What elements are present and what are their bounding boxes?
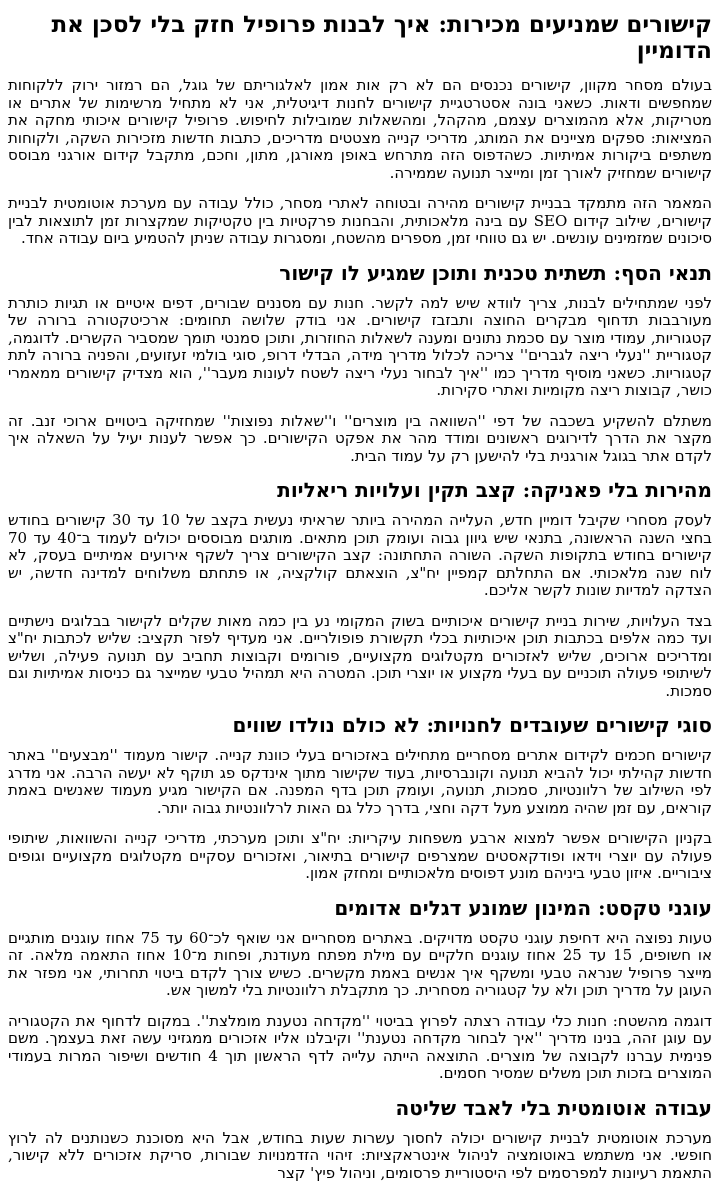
paragraph: מערכת אוטומטית לבניית קישורים יכולה לחסוך עשרות שעות בחודש, אבל היא מסוכנת כשנותנים לה לרוץ חופשי. אני משתמש באוטומציה לניהול אינטראקציות: זיהוי הזדמנויות שבורות, סריקת אזכורים ללא קישור, התאמת רעיונות למפרסמים לפי היסטוריית פרסומים, וניהול פיץ' קצר bbox=[8, 1130, 712, 1182]
paragraph: לפני שמתחילים לבנות, צריך לוודא שיש למה לקשר. חנות עם מסננים שבורים, דפים איטיים או תגיות כותרת מעורבבות תדחוף מבקרים החוצה ותבזבז קישורים. אני בודק שלושה תחומים: ארכיטקטורה ברורה של קטגוריות, עמודי מוצר עם סכמת נתונים ומענה לשאלות החוזרות, ותוכן סמנטי תומך שמסביר הקשרים. לדוגמה, קטגוריית ''נעלי ריצה לגברים'' צריכה לכלול מדריך מידה, הבדלי דרופ, סוגי בולמי זעזועים, והפניה ברורה לתת קטגוריות. כשאני מוסיף מדריך כמו ''איך לבחור נעלי ריצה לשטח לעונות מעבר'', הוא מצדיק קישורים ממאמרי כושר, קבוצות ריצה מקומיות ואתרי סקירות. bbox=[8, 295, 712, 400]
article-title: קישורים שמניעים מכירות: איך לבנות פרופיל חזק בלי לסכן את הדומיין bbox=[8, 12, 712, 64]
paragraph: בצד העלויות, שירות בניית קישורים איכותיים בשוק המקומי נע בין כמה מאות שקלים לקישור בבלוגים נישתיים ועד כמה אלפים בכתבות תוכן איכותיות בכלי תקשורת פופולריים. אני מעדיף לפזר תקציב: שליש לכתבות יח"צ ומדריכים ארוכים, שליש לאזכורים מקטלוגים מקצועיים, פורומים וקבוצות תחביב עם תנועה פעילה, ושליש לשיתופי פעולה תוכניים עם בעלי מקצוע או יוצרי תוכן. המטרה היא תמהיל טבעי שמייצר גם כניסות אמיתיות וגם סמכות. bbox=[8, 613, 712, 701]
paragraph: בקניון הקישורים אפשר למצוא ארבע משפחות עיקריות: יח"צ ותוכן מערכתי, מדריכי קנייה והשוואות, שיתופי פעולה עם יוצרי וידאו ופודקאסטים שמצרפים קישורים בתיאור, ואזכורים עסקיים מקטלוגים מקצועיים וגופים ציבוריים. איזון טבעי ביניהם מונע דפוסים מלאכותיים ומחזק אמון. bbox=[8, 830, 712, 883]
paragraph: טעות נפוצה היא דחיפת עוגני טקסט מדויקים. באתרים מסחריים אני שואף לכ־60 עד 75 אחוז עוגנים מותגיים או חשופים, 15 עד 25 אחוז עוגנים חלקיים עם מילת מפתח מעודנת, ופחות מ־10 אחוז התאמה מלאה. זה מייצר פרופיל שנראה טבעי ומשקף איך אנשים באמת מקשרים. כשיש צורך לקדם ביטוי תחרותי, אני מפזר את העוגן על מדריך תוכן ולא על קטגוריה מסחרית. כך מתקבלת רלוונטיות בלי למשוך אש. bbox=[8, 930, 712, 1000]
intro-paragraph-2: המאמר הזה מתמקד בבניית קישורים מהירה ובטוחה לאתרי מסחר, כולל עבודה עם מערכת אוטומטית לבניית קישורים, שילוב קידום SEO עם בינה מלאכותית, והבחנות פרקטיות בין טקטיקות שמקצרות זמן לתוצאות לבין סיכונים שמזמינים עונשים. יש גם טווחי זמן, מספרים מהשטח, ומסגרות עבודה שניתן להטמיע ביום עבודה אחד. bbox=[8, 195, 712, 248]
paragraph: לעסק מסחרי שקיבל דומיין חדש, העלייה המהירה ביותר שראיתי נעשית בקצב של 10 עד 30 קישורים בחודש בחצי השנה הראשונה, בתנאי שיש גיוון גבוה ועומק תוכן מתאים. מותגים מבוססים יכולים לעמוד ב־40 עד 70 קישורים בחודש בתקופות השקה. השורה התחתונה: קצב הקישורים צריך לשקף אירועים אמיתיים בעסק, לא לוח שנה מלאכותי. אם התחלתם קמפיין יח"צ, הוצאתם קולקציה, או פתחתם משלוחים למדינה חדשה, יש הצדקה למדיות שונות לקשר אליכם. bbox=[8, 512, 712, 600]
section-heading-link-types: סוגי קישורים שעובדים לחנויות: לא כולם נולדו שווים bbox=[8, 714, 712, 737]
section-heading-anchor-text: עוגני טקסט: המינון שמונע דגלים אדומים bbox=[8, 897, 712, 920]
intro-paragraph-1: בעולם מסחר מקוון, קישורים נכנסים הם לא רק אות אמון לאלגוריתם של גוגל, הם רמזור ירוק ללקוחות שמחפשים ודאות. כשאני בונה אסטרטגיית קישורים לחנות דיגיטלית, אני לא מתחיל מרשימות של אתרים או מטריקות, אלא מהמוצרים עצמם, מהקהל, ומהשאלות שמובילות לחיפוש. פרופיל קישורים איכותי מחקה את המציאות: ספקים מציינים את המותג, מדריכי קנייה מצטטים מדריכים, כתבות חדשות מזכירות השקה, ולקוחות משתפים ביקורות אמיתיות. כשהדפוס הזה מתרחש באופן מאורגן, מתון, וחכם, מתקבל קידום אורגני מבוסס קישורים שמחזיק לאורך זמן ומייצר תנועה שממירה. bbox=[8, 77, 712, 182]
paragraph: קישורים חכמים לקידום אתרים מסחריים מתחילים באזכורים בעלי כוונת קנייה. קישור מעמוד ''מבצעים'' באתר חדשות קהילתי יכול להביא תנועה וקונברסיות, בעוד שקישור מתוך אינדקס פג תוקף לא יעשה הרבה. אני מדרג לפי השילוב של רלוונטיות, סמכות, תנועה, ועומק תוכן בדף המפנה. אם הקישור מגיע מעמוד שאנשים באמת קוראים, עם זמן שהיה ממוצע מעל דקה וחצי, בדרך כלל גם האות לרלוונטיות גבוה יותר. bbox=[8, 747, 712, 817]
paragraph: משתלם להשקיע בשכבה של דפי ''השוואה בין מוצרים'' ו''שאלות נפוצות'' שמחזיקה ביטויים ארוכי זנב. זה מקצר את הדרך לדירוגים ראשונים ומודד מהר את אפקט הקישורים. כך אפשר לענות יעיל על השאלה איך לקדם אתר בגוגל אורגנית בלי להישען רק על עמוד הבית. bbox=[8, 413, 712, 466]
section-heading-speed-costs: מהירות בלי פאניקה: קצב תקין ועלויות ריאליות bbox=[8, 479, 712, 502]
section-heading-automation: עבודה אוטומטית בלי לאבד שליטה bbox=[8, 1097, 712, 1120]
paragraph: דוגמה מהשטח: חנות כלי עבודה רצתה לפרוץ בביטוי ''מקדחה נטענת מומלצת''. במקום לדחוף את הקטגוריה עם עוגן זהה, בנינו מדריך ''איך לבחור מקדחה נטענת'' וקיבלנו אליו אזכורים ממגזיני עשה זאת בעצמך. משם פנימית עברנו לקבוצה של מוצרים. התוצאה הייתה עלייה לדף הראשון תוך 4 חודשים ושיפור המרות בעמודי המוצרים בזכות תוכן משלים שמסיר חסמים. bbox=[8, 1013, 712, 1083]
section-heading-prerequisites: תנאי הסף: תשתית טכנית ותוכן שמגיע לו קישור bbox=[8, 262, 712, 285]
